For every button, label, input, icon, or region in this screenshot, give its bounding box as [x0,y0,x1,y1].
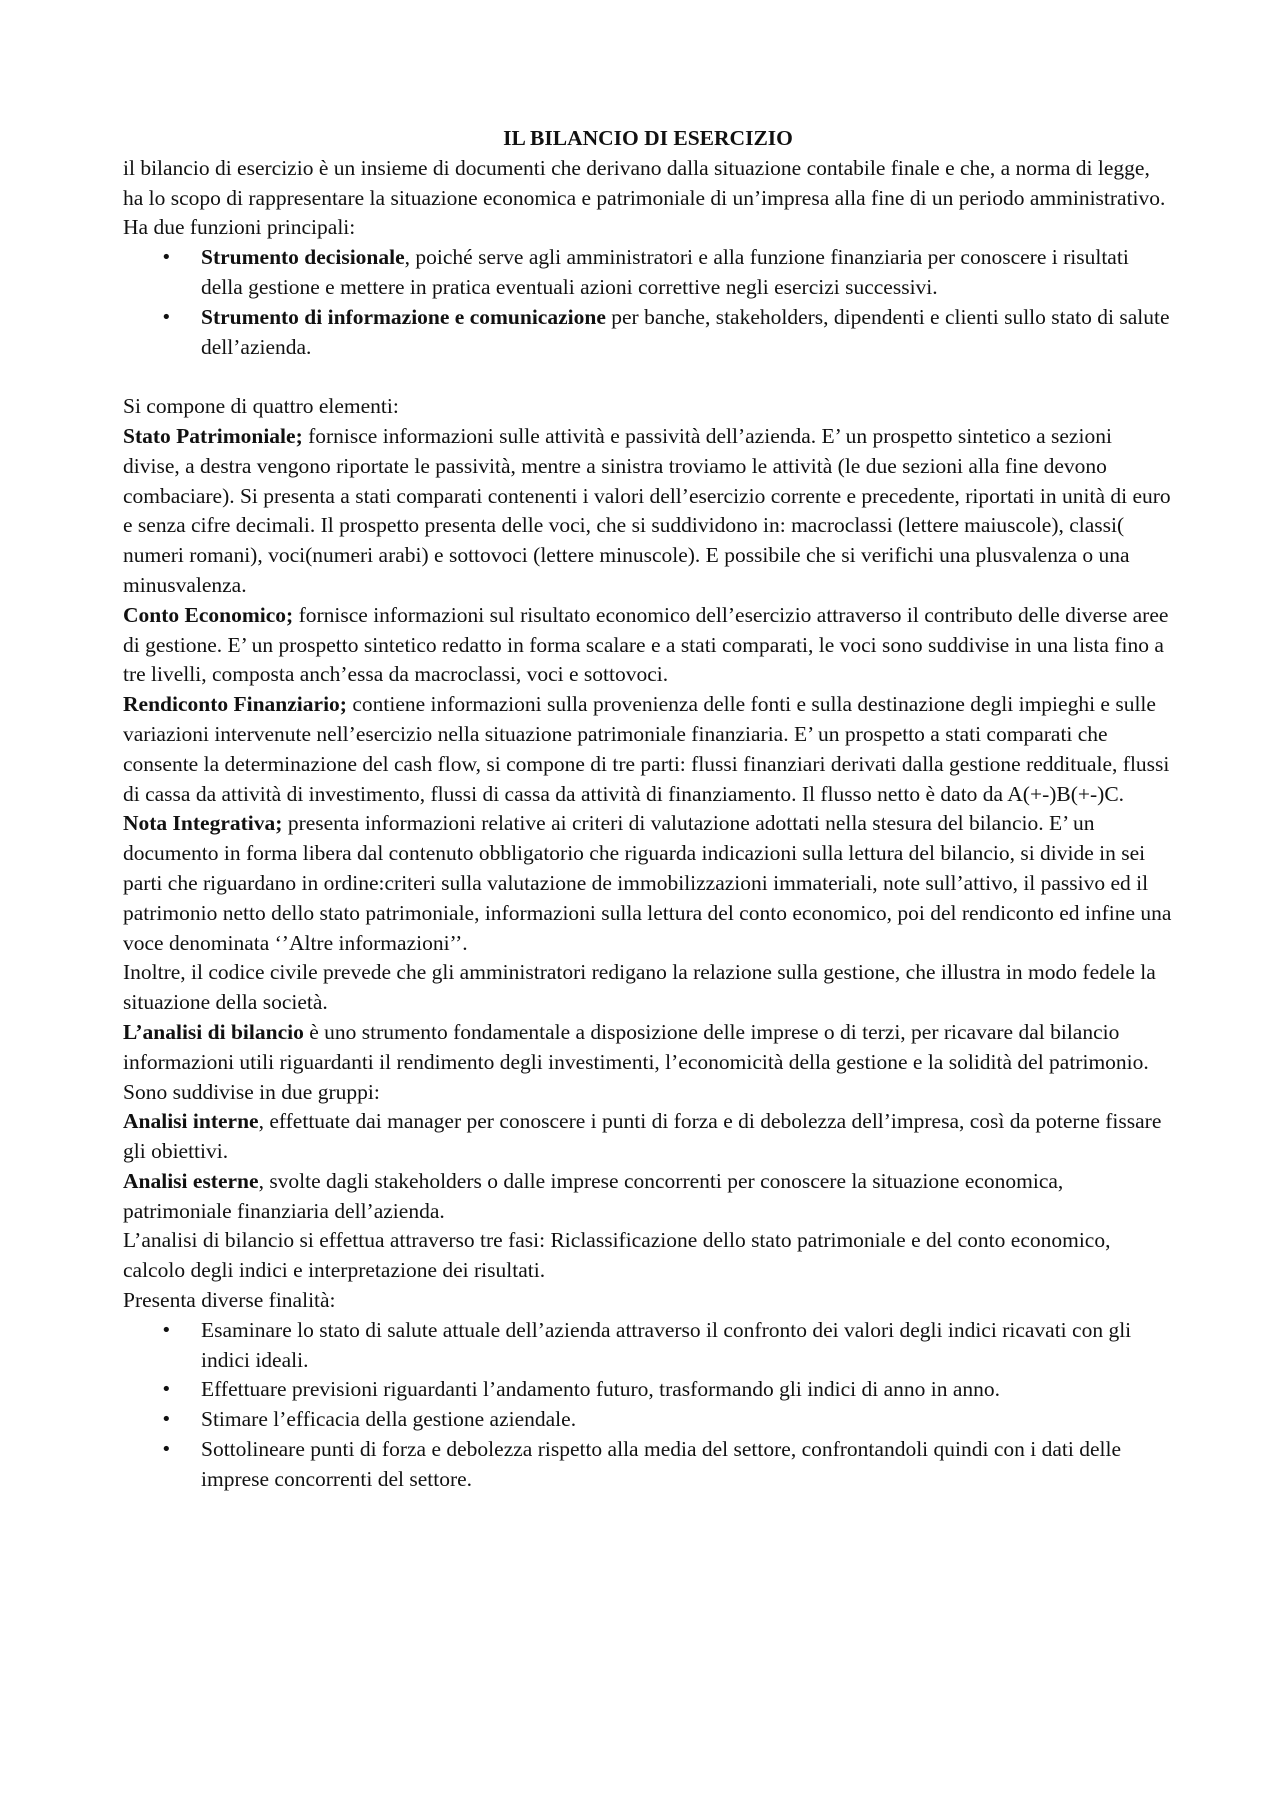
term: Stato Patrimoniale; [123,423,303,448]
term: L’analisi di bilancio [123,1019,304,1044]
definition: fornisce informazioni sulle attività e passività dell’azienda. E’ un prospetto sintetico a sezioni divise, a destra vengono riportate le passività, mentre a sinistra troviamo le attività (le due sezioni alla fine devono combaciare). Si presenta a stati comparati contenenti i valori dell’esercizio corrente e precedente, riportati in unità di euro e senza cifre decimali. Il prospetto presenta delle voci, che si suddividono in: macroclassi (lettere maiuscole), classi( numeri romani), voci(numeri arabi) e sottovoci (lettere minuscole). E possibile che si verifichi una plusvalenza o una minusvalenza. [123,423,1171,597]
analisi-paragraph [123,1018,1173,1107]
definition: , poiché serve agli amministratori e alla funzione finanziaria per conoscere i risultati della gestione e mettere in pratica eventuali azioni correttive negli esercizi successivi. [201,245,1129,299]
finalita-list [123,1316,1173,1495]
list-item [123,303,1173,363]
list-item: • Effettuare previsioni riguardanti l’andamento futuro, trasformando gli indici di anno in anno. [123,1375,1173,1405]
term: Nota Integrativa; [123,811,283,836]
intro-paragraph: il bilancio di esercizio è un insieme di documenti che derivano dalla situazione contabile finale e che, a norma di legge, ha lo scopo di rappresentare la situazione economica e patrimoniale di un’impresa alla fine di un periodo amministrativo. Ha due funzioni principali: [123,155,1166,240]
element-conto-economico [123,601,1173,690]
page-title: IL BILANCIO DI ESERCIZIO [503,126,793,150]
definition: contiene informazioni sulla provenienza delle fonti e sulla destinazione degli impieghi e sulle variazioni intervenute nell’esercizio nella situazione patrimoniale finanziaria. E’ un prospetto a stati comparati che consente la determinazione del cash flow, si compone di tre parti: flussi finanziari derivati dalla gestione reddituale, flussi di cassa da attività di investimento, flussi di cassa da attività di finanziamento. Il flusso netto è dato da A(+-)B(+-)C. [123,692,1170,806]
list-item: • Sottolineare punti di forza e debolezza rispetto alla media del settore, confrontandoli quindi con i dati delle imprese concorrenti del settore. [123,1435,1173,1495]
definition: per banche, stakeholders, dipendenti e clienti sullo stato di salute dell’azienda. [201,304,1170,359]
codice-civile-paragraph: Inoltre, il codice civile prevede che gli amministratori redigano la relazione sulla gestione, che illustra in modo fedele la situazione della società. [123,960,1156,1015]
element-stato-patrimoniale [123,422,1173,601]
fasi-paragraph: L’analisi di bilancio si effettua attraverso tre fasi: Riclassificazione dello stato patrimoniale e del conto economico, calcolo degli indici e interpretazione dei risultati. [123,1228,1111,1283]
definition: , svolte dagli stakeholders o dalle imprese concorrenti per conoscere la situazione economica, patrimoniale finanziaria dell’azienda. [123,1168,1064,1223]
term: Analisi esterne [123,1168,259,1193]
element-nota-integrativa [123,809,1173,958]
term: Strumento decisionale [201,245,405,270]
group-analisi-interne [123,1107,1173,1167]
document-page [123,124,1173,1495]
elements-intro: Si compone di quattro elementi: [123,394,399,419]
term: Conto Economico; [123,602,294,627]
term: Rendiconto Finanziario; [123,692,347,717]
term: Analisi interne [123,1109,259,1134]
definition: , effettuate dai manager per conoscere i punti di forza e di debolezza dell’impresa, così da poterne fissare gli obiettivi. [123,1109,1162,1164]
definition: presenta informazioni relative ai criteri di valutazione adottati nella stesura del bilancio. E’ un documento in forma libera dal contenuto obbligatorio che riguarda indicazioni sulla lettura del bilancio, si divide in sei parti che riguardano in ordine:criteri sulla valutazione de immobilizzazioni immateriali, note sull’attivo, il passivo ed il patrimonio netto dello stato patrimoniale, informazioni sulla lettura del conto economico, poi del rendiconto ed infine una voce denominata ‘’Altre informazioni’’. [123,811,1172,955]
spacer [123,362,1173,392]
term: Strumento di informazione e comunicazione [201,304,606,329]
finalita-intro: Presenta diverse finalità: [123,1288,336,1313]
list-item: • Stimare l’efficacia della gestione aziendale. [123,1405,1173,1435]
element-rendiconto-finanziario [123,690,1173,809]
functions-list [123,243,1173,362]
group-analisi-esterne [123,1167,1173,1227]
list-item [123,243,1173,303]
definition: è uno strumento fondamentale a disposizione delle imprese o di terzi, per ricavare dal bilancio informazioni utili riguardanti il rendimento degli investimenti, l’economicità della gestione e la solidità del patrimonio. Sono suddivise in due gruppi: [123,1019,1149,1104]
definition: fornisce informazioni sul risultato economico dell’esercizio attraverso il contributo delle diverse aree di gestione. E’ un prospetto sintetico redatto in forma scalare e a stati comparati, le voci sono suddivise in una lista fino a tre livelli, composta anch’essa da macroclassi, voci e sottovoci. [123,602,1169,687]
list-item: • Esaminare lo stato di salute attuale dell’azienda attraverso il confronto dei valori degli indici ricavati con gli indici ideali. [123,1316,1173,1376]
